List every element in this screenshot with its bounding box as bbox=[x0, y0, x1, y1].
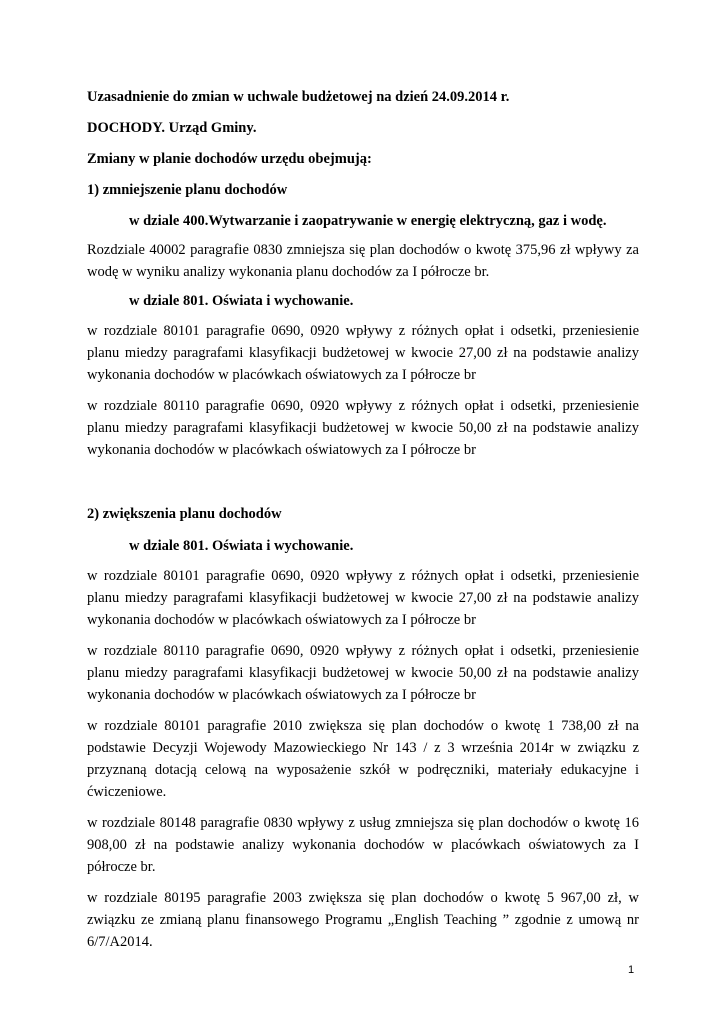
document-title: Uzasadnienie do zmian w uchwale budżetowej na dzień 24.09.2014 r. bbox=[87, 89, 510, 105]
section1-paragraph-80101: w rozdziale 80101 paragrafie 0690, 0920 wpływy z różnych opłat i odsetki, przeniesienie planu miedzy paragrafami klasyfikacji budżetowej w kwocie 27,00 zł na podstawie analizy wykonania dochodów w placówkach oświatowych za I półrocze br bbox=[87, 323, 639, 383]
section2-paragraph-80101: w rozdziale 80101 paragrafie 0690, 0920 wpływy z różnych opłat i odsetki, przeniesienie planu miedzy paragrafami klasyfikacji budżetowej w kwocie 27,00 zł na podstawie analizy wykonania dochodów w placówkach oświatowych za I półrocze br bbox=[87, 568, 639, 628]
section2-paragraph-80195: w rozdziale 80195 paragrafie 2003 zwiększa się plan dochodów o kwotę 5 967,00 zł, w związku ze zmianą planu finansowego Programu „English Teaching ” zgodnie z umową nr 6/7/A2014. bbox=[87, 890, 639, 950]
section2-paragraph-80148: w rozdziale 80148 paragrafie 0830 wpływy z usług zmniejsza się plan dochodów o kwotę 16 908,00 zł na podstawie analizy wykonania dochodów w placówkach oświatowych za I półrocze br. bbox=[87, 815, 639, 875]
page-number: 1 bbox=[628, 964, 635, 976]
section2-heading: 2) zwiększenia planu dochodów bbox=[87, 506, 282, 522]
section1-dzial801-heading: w dziale 801. Oświata i wychowanie. bbox=[129, 293, 354, 309]
section1-heading: 1) zmniejszenie planu dochodów bbox=[87, 182, 288, 198]
document-subtitle: DOCHODY. Urząd Gminy. bbox=[87, 120, 257, 136]
section1-paragraph-80110: w rozdziale 80110 paragrafie 0690, 0920 wpływy z różnych opłat i odsetki, przeniesienie planu miedzy paragrafami klasyfikacji budżetowej w kwocie 50,00 zł na podstawie analizy wykonania dochodów w placówkach oświatowych za I półrocze br bbox=[87, 398, 639, 458]
section1-dzial400-heading: w dziale 400.Wytwarzanie i zaopatrywanie w energię elektryczną, gaz i wodę. bbox=[129, 213, 607, 229]
intro-heading: Zmiany w planie dochodów urzędu obejmują: bbox=[87, 151, 372, 167]
section1-paragraph-40002: Rozdziale 40002 paragrafie 0830 zmniejsza się plan dochodów o kwotę 375,96 zł wpływy za wodę w wyniku analizy wykonania planu dochodów za I półrocze br. bbox=[87, 242, 639, 280]
section2-dzial801-heading: w dziale 801. Oświata i wychowanie. bbox=[129, 538, 354, 554]
section2-paragraph-80110: w rozdziale 80110 paragrafie 0690, 0920 wpływy z różnych opłat i odsetki, przeniesienie planu miedzy paragrafami klasyfikacji budżetowej w kwocie 50,00 zł na podstawie analizy wykonania dochodów w placówkach oświatowych za I półrocze br bbox=[87, 643, 639, 703]
document-page bbox=[87, 87, 639, 953]
section2-paragraph-80101-dotacja: w rozdziale 80101 paragrafie 2010 zwiększa się plan dochodów o kwotę 1 738,00 zł na podstawie Decyzji Wojewody Mazowieckiego Nr 143 / z 3 września 2014r w związku z przyznaną dotacją celową na wyposażenie szkół w podręczniki, materiały edukacyjne i ćwiczeniowe. bbox=[87, 718, 639, 800]
